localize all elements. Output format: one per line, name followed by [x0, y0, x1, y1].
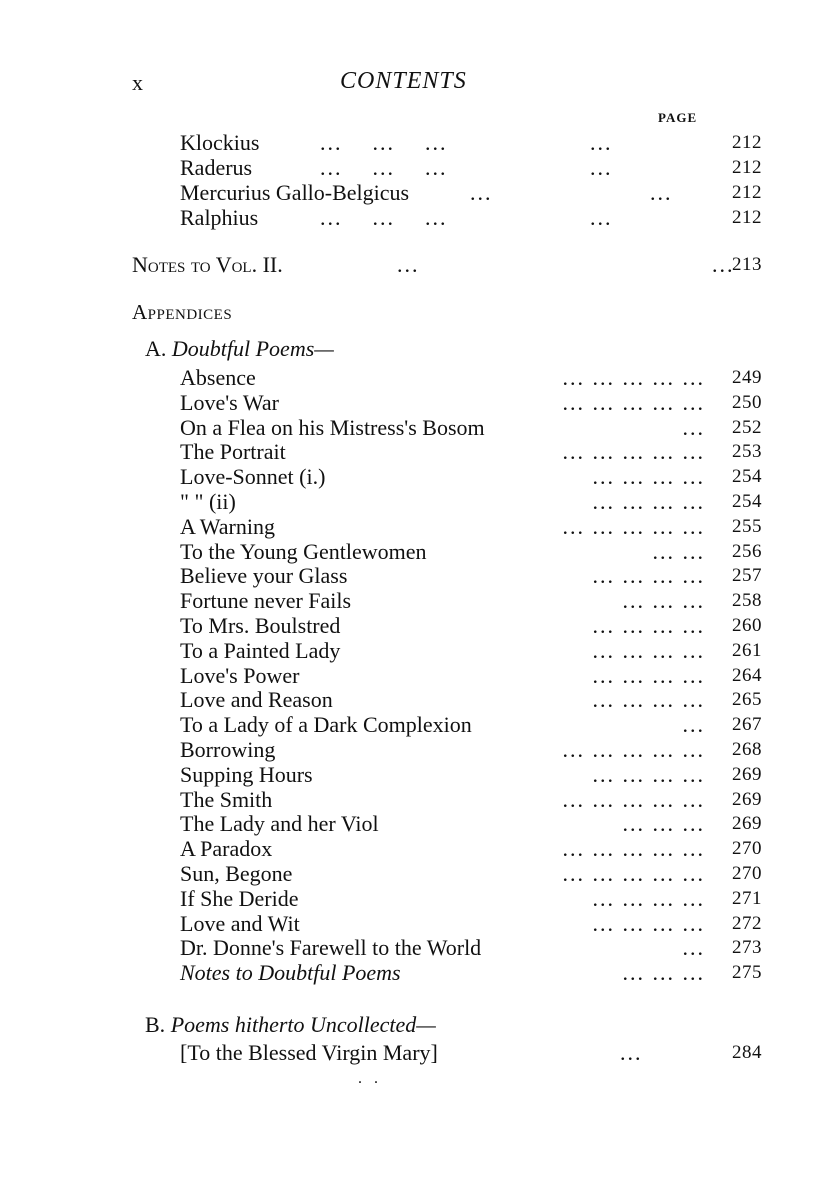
entry-page: 252 [732, 417, 762, 438]
entry-title: Absence [180, 365, 256, 390]
entry-page: 249 [732, 367, 762, 388]
entry-title: To Mrs. Boulstred [180, 613, 341, 638]
dot-leader: ... ... ... ... [592, 762, 705, 787]
entry-page: 256 [732, 541, 762, 562]
entry-page: 272 [732, 913, 762, 934]
entry-title: The Smith [180, 787, 273, 812]
entry-title: To the Young Gentlewomen [180, 539, 427, 564]
entry-page: 273 [732, 937, 762, 958]
entry-page: 253 [732, 441, 762, 462]
dot-leader: ... ... ... [622, 588, 705, 613]
entry-page: 254 [732, 491, 762, 512]
entry-page: 267 [732, 714, 762, 735]
dot-leader: ... ... ... ... [592, 886, 705, 911]
dot-leader: ... ... ... ... ... [562, 439, 705, 464]
section-label: Poems hitherto Uncollected— [170, 1012, 436, 1037]
entry-title: Love-Sonnet (i.) [180, 464, 326, 489]
dot-leader: ... ... ... [622, 811, 705, 836]
entry-title: Fortune never Fails [180, 588, 352, 613]
dot-leader: ... ... [397, 252, 735, 277]
dot-leader: ... ... [470, 180, 673, 205]
entry-title: Sun, Begone [180, 861, 293, 886]
entry-title: Klockius [180, 130, 260, 155]
entry-title: Notes to Doubtful Poems [180, 960, 401, 985]
entry-page: 250 [732, 392, 762, 413]
entry-page: 213 [732, 254, 762, 275]
entry-page: 254 [732, 466, 762, 487]
dot-leader: ... ... ... ... [592, 638, 705, 663]
entry-title: Love and Wit [180, 911, 300, 936]
dot-leader: ... ... ... ... ... [562, 836, 705, 861]
entry-title: Borrowing [180, 737, 276, 762]
entry-title: A Paradox [180, 836, 273, 861]
section-letter: A. [145, 336, 167, 361]
dot-leader: ... ... ... ... [320, 205, 613, 230]
dot-leader: ... ... ... ... ... [562, 365, 705, 390]
dot-leader: ... [682, 712, 705, 737]
dot-leader: ... [620, 1040, 643, 1065]
dot-leader: ... ... ... ... [592, 464, 705, 489]
entry-title: The Lady and her Viol [180, 811, 379, 836]
entry-title: Love's Power [180, 663, 300, 688]
entry-page: 268 [732, 739, 762, 760]
dot-leader: ... ... [652, 539, 705, 564]
dot-leader: ... ... ... ... ... [562, 514, 705, 539]
entry-page: 269 [732, 789, 762, 810]
entry-title: " " (ii) [180, 489, 236, 514]
entry-title: Raderus [180, 155, 253, 180]
entry-page: 257 [732, 565, 762, 586]
dot-leader: ... ... ... [622, 960, 705, 985]
entry-page: 269 [732, 813, 762, 834]
running-head: CONTENTS [340, 68, 467, 94]
dot-leader: ... [682, 935, 705, 960]
dot-leader: ... ... ... ... ... [562, 390, 705, 415]
entry-title: Dr. Donne's Farewell to the World [180, 935, 482, 960]
entry-title: To a Lady of a Dark Complexion [180, 712, 472, 737]
entry-page: 284 [732, 1042, 762, 1063]
dot-leader: ... ... ... ... [592, 911, 705, 936]
entry-title: The Portrait [180, 439, 286, 464]
entry-page: 212 [732, 182, 762, 203]
entry-page: 261 [732, 640, 762, 661]
section-letter: B. [145, 1012, 166, 1037]
entry-page: 212 [732, 132, 762, 153]
entry-page: 260 [732, 615, 762, 636]
entry-page: 269 [732, 764, 762, 785]
entry-title: To a Painted Lady [180, 638, 341, 663]
dot-leader: ... ... ... ... [320, 155, 613, 180]
entry-title: Ralphius [180, 205, 259, 230]
entry-title: A Warning [180, 514, 275, 539]
entry-title: If She Deride [180, 886, 299, 911]
footer-mark: . . [358, 1070, 382, 1087]
entry-page: 212 [732, 207, 762, 228]
entry-page: 255 [732, 516, 762, 537]
dot-leader: ... ... ... ... [320, 130, 613, 155]
dot-leader: ... ... ... ... [592, 663, 705, 688]
entry-page: 270 [732, 838, 762, 859]
entry-title: On a Flea on his Mistress's Bosom [180, 415, 485, 440]
dot-leader: ... ... ... ... [592, 613, 705, 638]
page-column-label: PAGE [658, 110, 698, 125]
dot-leader: ... [682, 415, 705, 440]
section-a-heading [145, 336, 334, 362]
entry-page: 265 [732, 689, 762, 710]
entry-page: 270 [732, 863, 762, 884]
section-b-heading [145, 1012, 436, 1038]
dot-leader: ... ... ... ... [592, 563, 705, 588]
entry-title: Notes to Vol. II. [132, 252, 283, 277]
entry-page: 264 [732, 665, 762, 686]
entry-page: 275 [732, 962, 762, 983]
dot-leader: ... ... ... ... [592, 489, 705, 514]
dot-leader: ... ... ... ... ... [562, 737, 705, 762]
dot-leader: ... ... ... ... [592, 687, 705, 712]
folio-number: x [132, 70, 143, 95]
entry-page: 258 [732, 590, 762, 611]
entry-title: Mercurius Gallo-Belgicus [180, 180, 410, 205]
entry-title: Love and Reason [180, 687, 333, 712]
entry-title: [To the Blessed Virgin Mary] [180, 1040, 438, 1065]
entry-title: Believe your Glass [180, 563, 348, 588]
section-label: Doubtful Poems— [171, 336, 334, 361]
dot-leader: ... ... ... ... ... [562, 787, 705, 812]
entry-page: 271 [732, 888, 762, 909]
entry-title: Supping Hours [180, 762, 313, 787]
entry-title: Love's War [180, 390, 279, 415]
entry-page: 212 [732, 157, 762, 178]
dot-leader: ... ... ... ... ... [562, 861, 705, 886]
appendices-heading: Appendices [132, 300, 233, 324]
